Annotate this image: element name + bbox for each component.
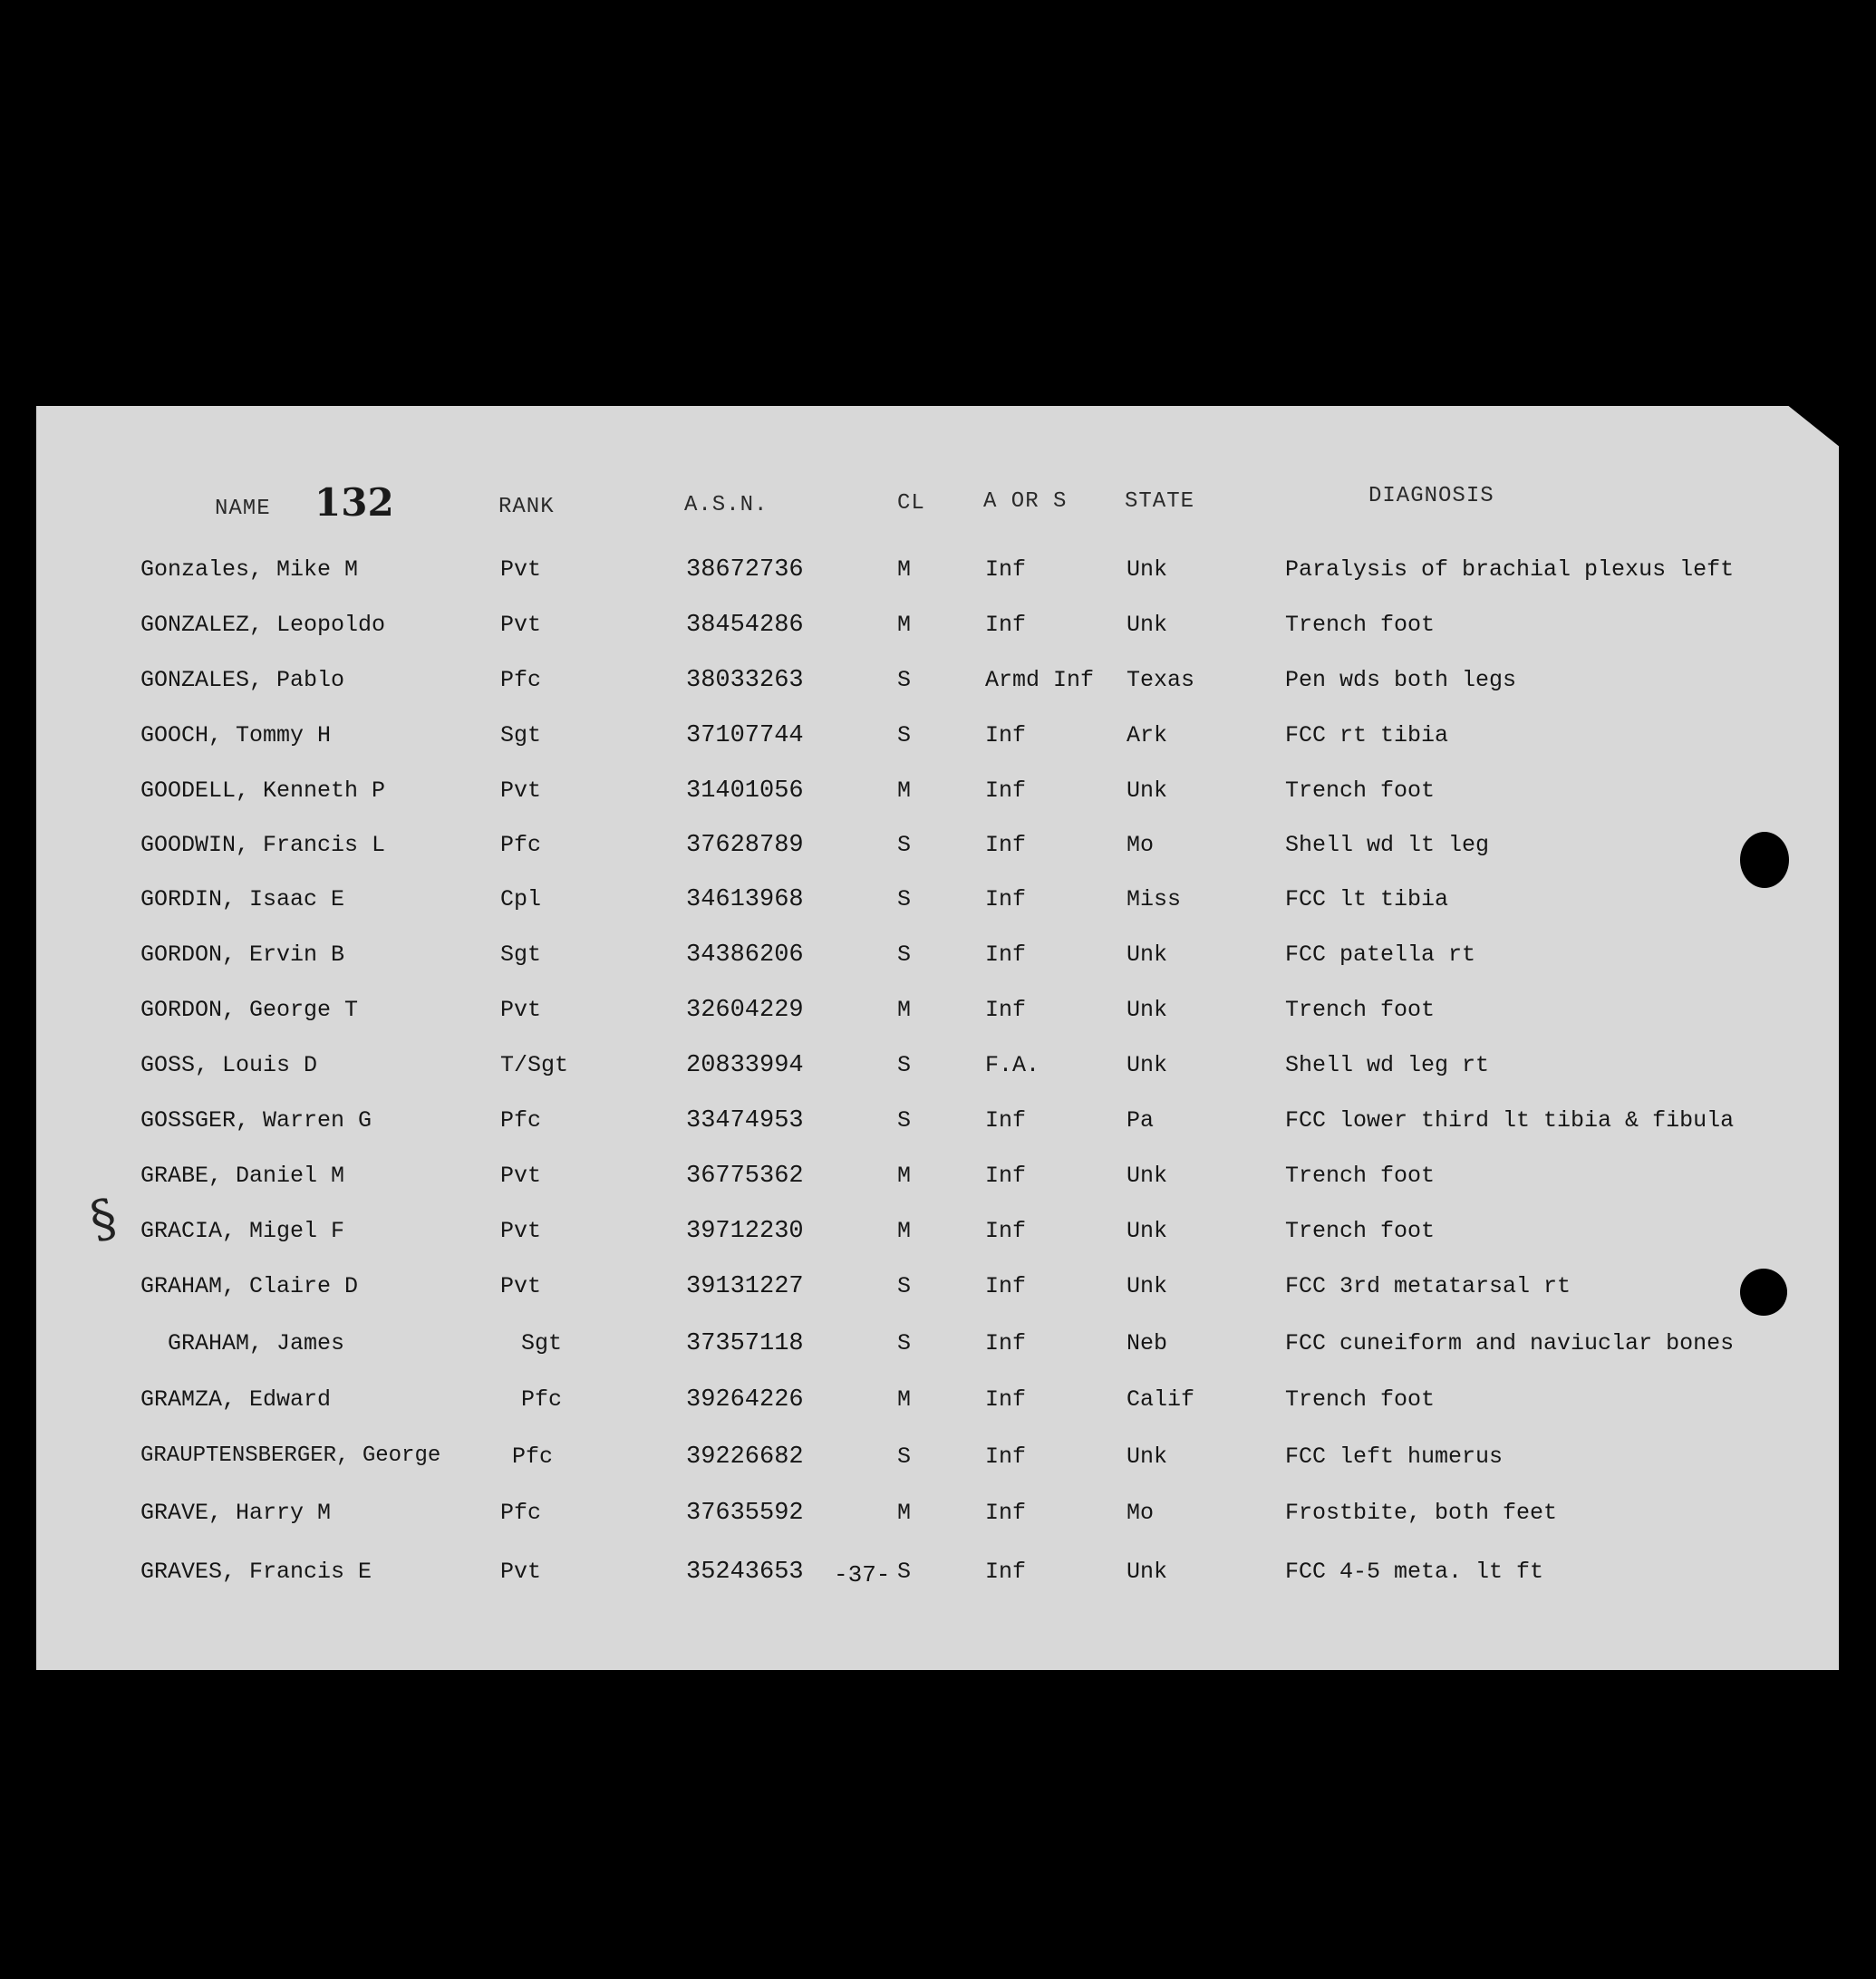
arm-cell: Inf — [985, 1559, 1027, 1585]
arm-cell: Inf — [985, 1218, 1027, 1244]
rank-cell: Pvt — [500, 1218, 542, 1244]
state-cell: Unk — [1127, 777, 1168, 804]
diagnosis-cell: Paralysis of brachial plexus left — [1285, 556, 1735, 583]
folded-corner — [1786, 404, 1841, 448]
rank-cell: Pvt — [500, 1273, 542, 1299]
cl-cell: M — [897, 1500, 912, 1526]
table-row — [36, 1218, 1839, 1254]
name-cell: GRAHAM, Claire D — [140, 1273, 359, 1299]
punch-hole — [1740, 1269, 1787, 1316]
table-row — [36, 997, 1839, 1033]
diagnosis-cell: Trench foot — [1285, 612, 1436, 638]
diagnosis-cell: FCC cuneiform and naviuclar bones — [1285, 1330, 1735, 1356]
arm-cell: Inf — [985, 1386, 1027, 1413]
diagnosis-cell: Trench foot — [1285, 1386, 1436, 1413]
asn-cell: 33474953 — [686, 1107, 804, 1134]
name-cell: GOODELL, Kenneth P — [140, 777, 386, 804]
state-cell: Texas — [1127, 667, 1195, 693]
rank-cell: T/Sgt — [500, 1052, 569, 1078]
table-row — [36, 1330, 1839, 1366]
state-cell: Unk — [1127, 1443, 1168, 1470]
asn-cell: 39226682 — [686, 1443, 804, 1471]
name-cell: GRAMZA, Edward — [140, 1386, 332, 1413]
state-cell: Unk — [1127, 1052, 1168, 1078]
diagnosis-cell: FCC lt tibia — [1285, 886, 1449, 912]
name-cell: GOSSGER, Warren G — [140, 1107, 372, 1134]
cl-cell: M — [897, 1218, 912, 1244]
header-name: NAME — [215, 497, 271, 521]
cl-cell: S — [897, 832, 912, 858]
table-row — [36, 1443, 1839, 1480]
diagnosis-cell: Trench foot — [1285, 1218, 1436, 1244]
rank-cell: Pfc — [500, 1500, 542, 1526]
state-cell: Unk — [1127, 1559, 1168, 1585]
rank-cell: Pfc — [512, 1443, 554, 1470]
diagnosis-cell: Shell wd leg rt — [1285, 1052, 1490, 1078]
cl-cell: S — [897, 886, 912, 912]
cl-cell: S — [897, 667, 912, 693]
table-row — [36, 941, 1839, 978]
rank-cell: Cpl — [500, 886, 542, 912]
arm-cell: Inf — [985, 777, 1027, 804]
rank-cell: Sgt — [500, 941, 542, 968]
name-cell: GONZALEZ, Leopoldo — [140, 612, 386, 638]
diagnosis-cell: Frostbite, both feet — [1285, 1500, 1558, 1526]
arm-cell: Inf — [985, 886, 1027, 912]
asn-cell: 37107744 — [686, 722, 804, 749]
state-cell: Ark — [1127, 722, 1168, 748]
asn-cell: 34386206 — [686, 941, 804, 969]
header-diagnosis: DIAGNOSIS — [1368, 484, 1494, 508]
arm-cell: Inf — [985, 722, 1027, 748]
cl-cell: M — [897, 997, 912, 1023]
arm-cell: F.A. — [985, 1052, 1040, 1078]
arm-cell: Inf — [985, 832, 1027, 858]
name-cell: GORDIN, Isaac E — [140, 886, 345, 912]
asn-cell: 38672736 — [686, 556, 804, 584]
table-row — [36, 1273, 1839, 1309]
diagnosis-cell: Pen wds both legs — [1285, 667, 1517, 693]
diagnosis-cell: FCC rt tibia — [1285, 722, 1449, 748]
asn-cell: 37635592 — [686, 1500, 804, 1527]
diagnosis-cell: FCC 3rd metatarsal rt — [1285, 1273, 1571, 1299]
arm-cell: Inf — [985, 1163, 1027, 1189]
asn-cell: 37628789 — [686, 832, 804, 859]
table-row — [36, 612, 1839, 648]
state-cell: Unk — [1127, 1163, 1168, 1189]
header-asn: A.S.N. — [684, 493, 769, 517]
diagnosis-cell: Trench foot — [1285, 777, 1436, 804]
cl-cell: M — [897, 556, 912, 583]
header-arm: A OR S — [983, 489, 1068, 514]
cl-cell: S — [897, 1107, 912, 1134]
state-cell: Calif — [1127, 1386, 1195, 1413]
diagnosis-cell: FCC patella rt — [1285, 941, 1476, 968]
name-cell: GORDON, Ervin B — [140, 941, 345, 968]
rank-cell: Pfc — [500, 667, 542, 693]
sheet-number: 132 — [314, 480, 394, 525]
header-cl: CL — [897, 491, 925, 516]
table-row — [36, 832, 1839, 868]
cl-cell: S — [897, 1559, 912, 1585]
table-row — [36, 1107, 1839, 1144]
state-cell: Pa — [1127, 1107, 1155, 1134]
name-cell: GOOCH, Tommy H — [140, 722, 332, 748]
state-cell: Unk — [1127, 1218, 1168, 1244]
cl-cell: S — [897, 1443, 912, 1470]
cl-cell: S — [897, 941, 912, 968]
rank-cell: Pvt — [500, 777, 542, 804]
asn-cell: 37357118 — [686, 1330, 804, 1357]
cl-cell: M — [897, 777, 912, 804]
arm-cell: Inf — [985, 1500, 1027, 1526]
rank-cell: Pvt — [500, 612, 542, 638]
cl-cell: S — [897, 1052, 912, 1078]
diagnosis-cell: FCC 4-5 meta. lt ft — [1285, 1559, 1544, 1585]
diagnosis-cell: Shell wd lt leg — [1285, 832, 1490, 858]
rank-cell: Pfc — [500, 1107, 542, 1134]
asn-cell: 35243653 — [686, 1559, 804, 1586]
cl-cell: M — [897, 1163, 912, 1189]
rank-cell: Pfc — [521, 1386, 563, 1413]
name-cell: GONZALES, Pablo — [140, 667, 345, 693]
punch-hole — [1740, 832, 1789, 888]
cl-cell: S — [897, 1273, 912, 1299]
state-cell: Unk — [1127, 556, 1168, 583]
table-row — [36, 1559, 1839, 1595]
state-cell: Neb — [1127, 1330, 1168, 1356]
asn-cell: 38454286 — [686, 612, 804, 639]
cl-cell: S — [897, 722, 912, 748]
cl-cell: S — [897, 1330, 912, 1356]
arm-cell: Inf — [985, 1443, 1027, 1470]
arm-cell: Inf — [985, 1107, 1027, 1134]
name-cell: GRABE, Daniel M — [140, 1163, 345, 1189]
arm-cell: Inf — [985, 941, 1027, 968]
asn-cell: 36775362 — [686, 1163, 804, 1190]
page-number: -37- — [834, 1561, 891, 1588]
state-cell: Unk — [1127, 941, 1168, 968]
state-cell: Mo — [1127, 832, 1155, 858]
name-cell: GRAVES, Francis E — [140, 1559, 372, 1585]
rank-cell: Pvt — [500, 1163, 542, 1189]
cl-cell: M — [897, 1386, 912, 1413]
name-cell: GORDON, George T — [140, 997, 359, 1023]
name-cell: Gonzales, Mike M — [140, 556, 359, 583]
header-state: STATE — [1125, 489, 1195, 514]
table-row — [36, 1052, 1839, 1088]
diagnosis-cell: FCC left humerus — [1285, 1443, 1504, 1470]
rank-cell: Pvt — [500, 556, 542, 583]
table-row — [36, 1163, 1839, 1199]
table-row — [36, 722, 1839, 758]
name-cell: GRACIA, Migel F — [140, 1218, 345, 1244]
rank-cell: Sgt — [500, 722, 542, 748]
rank-cell: Pvt — [500, 1559, 542, 1585]
diagnosis-cell: Trench foot — [1285, 997, 1436, 1023]
arm-cell: Inf — [985, 612, 1027, 638]
handwritten-check-mark: § — [84, 1187, 122, 1251]
asn-cell: 39264226 — [686, 1386, 804, 1414]
asn-cell: 39712230 — [686, 1218, 804, 1245]
rank-cell: Pvt — [500, 997, 542, 1023]
name-cell: GRAVE, Harry M — [140, 1500, 332, 1526]
asn-cell: 34613968 — [686, 886, 804, 913]
table-row — [36, 886, 1839, 922]
name-cell: GRAUPTENSBERGER, George — [140, 1443, 441, 1468]
state-cell: Unk — [1127, 1273, 1168, 1299]
name-cell: GOSS, Louis D — [140, 1052, 318, 1078]
table-row — [36, 777, 1839, 814]
rank-cell: Sgt — [521, 1330, 563, 1356]
state-cell: Miss — [1127, 886, 1182, 912]
name-cell: GRAHAM, James — [168, 1330, 345, 1356]
name-cell: GOODWIN, Francis L — [140, 832, 386, 858]
rank-cell: Pfc — [500, 832, 542, 858]
arm-cell: Inf — [985, 1273, 1027, 1299]
arm-cell: Inf — [985, 997, 1027, 1023]
header-rank: RANK — [498, 495, 555, 519]
arm-cell: Inf — [985, 1330, 1027, 1356]
record-sheet — [36, 406, 1839, 1670]
arm-cell: Armd Inf — [985, 667, 1095, 693]
table-row — [36, 1386, 1839, 1423]
asn-cell: 38033263 — [686, 667, 804, 694]
state-cell: Unk — [1127, 612, 1168, 638]
table-row — [36, 556, 1839, 593]
state-cell: Unk — [1127, 997, 1168, 1023]
cl-cell: M — [897, 612, 912, 638]
asn-cell: 32604229 — [686, 997, 804, 1024]
asn-cell: 20833994 — [686, 1052, 804, 1079]
state-cell: Mo — [1127, 1500, 1155, 1526]
diagnosis-cell: FCC lower third lt tibia & fibula — [1285, 1107, 1735, 1134]
asn-cell: 31401056 — [686, 777, 804, 805]
diagnosis-cell: Trench foot — [1285, 1163, 1436, 1189]
asn-cell: 39131227 — [686, 1273, 804, 1300]
table-row — [36, 1500, 1839, 1536]
table-row — [36, 667, 1839, 703]
arm-cell: Inf — [985, 556, 1027, 583]
